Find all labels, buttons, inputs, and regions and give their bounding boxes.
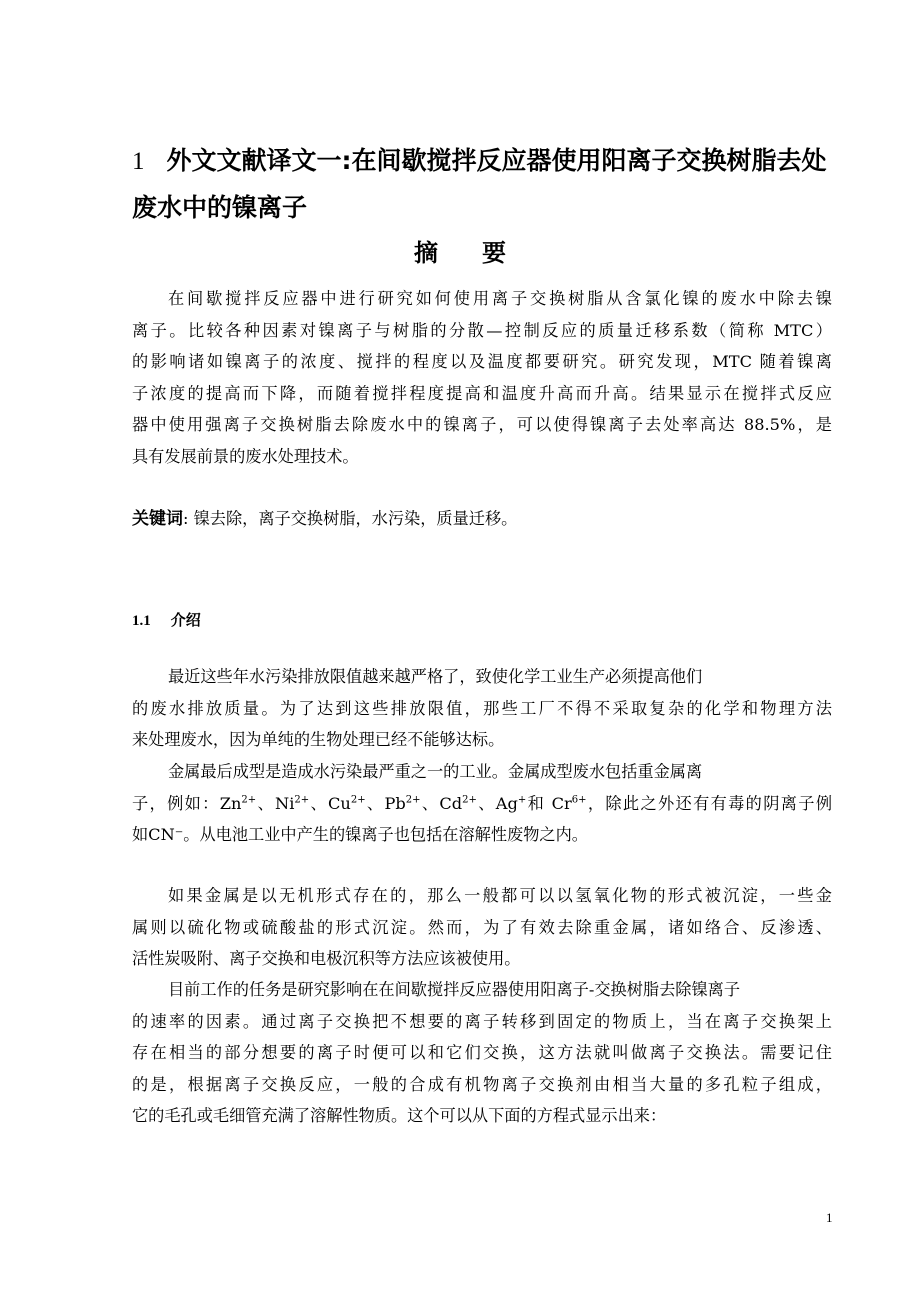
ion-charge: 2+ [405, 794, 421, 806]
ion-charge: 2+ [350, 794, 366, 806]
intro-paragraph-2 [132, 756, 832, 851]
abstract-line: 离子。比较各种因素对镍离子与树脂的分散—控制反应的质量迁移系数（简称 MTC） [132, 320, 832, 340]
abstract-line: 在间歇搅拌反应器中进行研究如何使用离子交换树脂从含氯化镍的废水中除去镍 [168, 289, 832, 308]
body-line: 的废水排放质量。为了达到这些排放限值，那些工厂不得不采取复杂的化学和物理方法 [132, 698, 832, 718]
ion-prefix: 子，例如： [132, 793, 220, 813]
body-line: 的速率的因素。通过离子交换把不想要的离子转移到固定的物质上，当在离子交换架上 [132, 1011, 832, 1031]
title-number: 1 [132, 148, 145, 175]
ion-charge: 2+ [241, 794, 257, 806]
ion-text: 、Cu [309, 793, 351, 813]
title-line-2: 废水中的镍离子 [132, 193, 308, 222]
section-heading [132, 609, 201, 630]
intro-paragraph-1 [132, 661, 832, 756]
abstract-line: 器中使用强离子交换树脂去除废水中的镍离子，可以使得镍离子去处率高达 88.5%，是 [132, 415, 832, 434]
ion-charge: + [517, 794, 527, 806]
section-number: 1.1 [132, 613, 151, 629]
body-line: 存在相当的部分想要的离子时便可以和它们交换，这方法就叫做离子交换法。需要记住 [132, 1043, 832, 1062]
abstract-line: 的影响诸如镍离子的浓度、搅拌的程度以及温度都要研究。研究发现，MTC 随着镍离 [132, 352, 832, 371]
ion-text: 、Ni [256, 793, 295, 813]
abstract-line: 具有发展前景的废水处理技术。 [132, 446, 359, 466]
ion-text: 和 Cr [526, 793, 572, 813]
intro-paragraph-3 [132, 880, 832, 975]
ion-text: 、Pb [365, 793, 406, 813]
ion-charge: 2+ [462, 794, 477, 806]
ion-line [132, 788, 832, 820]
body-line: 它的毛孔或毛细管充满了溶解性物质。这个可以从下面的方程式显示出来： [132, 1106, 667, 1125]
body-line: 金属最后成型是造成水污染最严重之一的工业。金属成型废水包括重金属离 [168, 762, 703, 781]
intro-paragraph-4 [132, 974, 832, 1132]
ion-charge: 6+ [571, 794, 587, 806]
title-line-1: 外文文献译文一:在间歇搅拌反应器使用阳离子交换树脂去处 [166, 146, 827, 175]
abstract-paragraph [132, 283, 832, 472]
section-title: 介绍 [170, 611, 201, 629]
body-line: 属则以硫化物或硫酸盐的形式沉淀。然而，为了有效去除重金属，诸如络合、反渗透、 [132, 917, 832, 937]
body-line: 最近这些年水污染排放限值越来越严格了，致使化学工业生产必须提高他们 [168, 667, 703, 686]
ion-text: 、Cd [420, 793, 463, 813]
ion-text: Zn [219, 793, 242, 813]
body-line: 如CN⁻。从电池工业中产生的镍离子也包括在溶解性废物之内。 [132, 825, 588, 844]
keywords-label: 关键词 [132, 509, 183, 529]
ion-text: 、Ag [476, 793, 518, 813]
body-line: 如果金属是以无机形式存在的，那么一般都可以以氢氧化物的形式被沉淀，一些金 [168, 886, 832, 905]
page-number: 1 [826, 1210, 833, 1225]
ion-suffix: ，除此之外还有有毒的阴离子例 [586, 793, 833, 813]
body-line: 目前工作的任务是研究影响在在间歇搅拌反应器使用阳离子-交换树脂去除镍离子 [168, 980, 741, 999]
keywords-text: 镍去除，离子交换树脂，水污染，质量迁移。 [193, 509, 518, 528]
keywords-sep: : [183, 509, 189, 528]
keywords [132, 503, 517, 535]
body-line: 活性炭吸附、离子交换和电极沉积等方法应该被使用。 [132, 949, 521, 968]
document-title [132, 138, 852, 231]
abstract-line: 子浓度的提高而下降，而随着搅拌程度提高和温度升高而升高。结果显示在搅拌式反应 [132, 383, 832, 403]
body-line: 来处理废水，因为单纯的生物处理已经不能够达标。 [132, 730, 505, 749]
body-line: 的是，根据离子交换反应，一般的合成有机物离子交换剂由相当大量的多孔粒子组成， [132, 1074, 832, 1094]
ion-charge: 2+ [294, 794, 310, 806]
abstract-heading: 摘要 [414, 239, 550, 267]
